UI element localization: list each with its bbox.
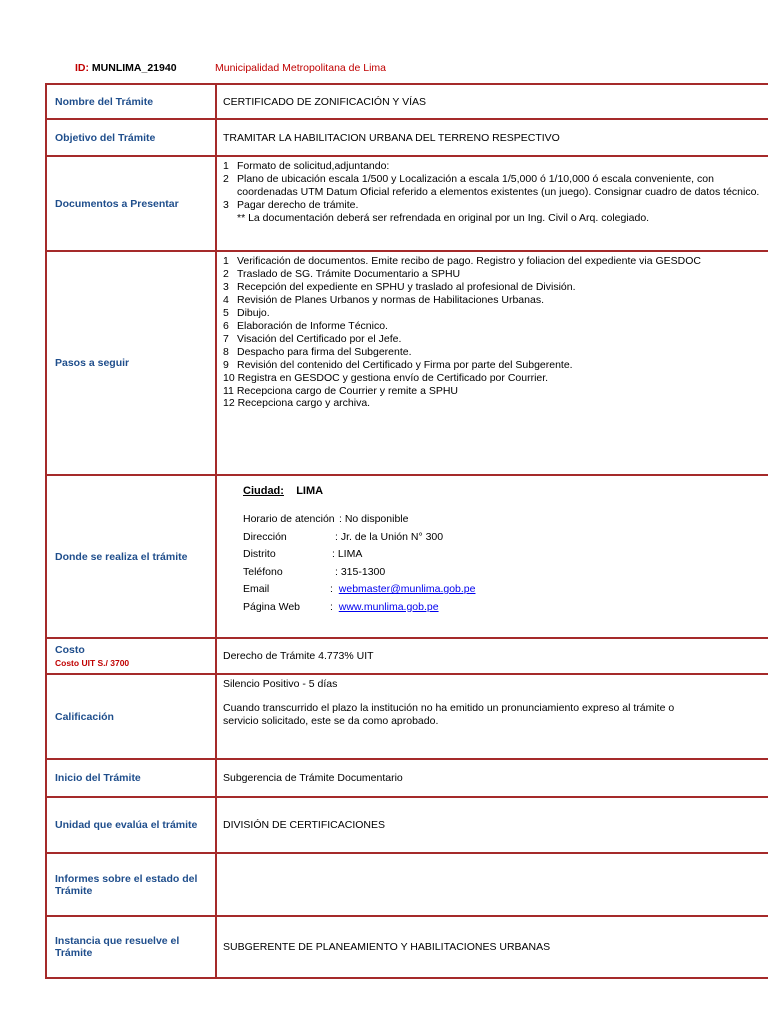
row-costo xyxy=(46,638,768,674)
documentos-list xyxy=(223,160,768,212)
list-item: 8 Despacho para firma del Subgerente. xyxy=(223,346,412,358)
row-instancia xyxy=(46,916,768,978)
distrito-row: Distrito : LIMA xyxy=(243,548,363,560)
list-item: 2 Plano de ubicación escala 1/500 y Localización a escala 1/5,000 ó 1/10,000 ó escala conveniente, con coordenadas UTM Datum Oficial referido a elementos existentes (un juego). Consignar cuadro de datos técnico. xyxy=(223,173,760,198)
row-objetivo xyxy=(46,119,768,156)
web-row: Página Web : www.munlima.gob.pe xyxy=(243,600,439,613)
label-donde: Donde se realiza el trámite xyxy=(46,475,216,638)
email-row: Email : webmaster@munlima.gob.pe xyxy=(243,583,476,595)
list-item: 4 Revisión de Planes Urbanos y normas de Habilitaciones Urbanas. xyxy=(223,294,544,306)
record-id: ID: MUNLIMA_21940 xyxy=(75,62,177,74)
value-donde xyxy=(216,475,768,638)
row-unidad xyxy=(46,797,768,853)
value-unidad: DIVISIÓN DE CERTIFICACIONES xyxy=(216,797,768,853)
row-inicio xyxy=(46,759,768,797)
label-objetivo: Objetivo del Trámite xyxy=(46,119,216,156)
horario-row: Horario de atención : No disponible xyxy=(243,513,409,525)
value-pasos xyxy=(216,251,768,475)
value-informes xyxy=(216,853,768,916)
value-documentos xyxy=(216,156,768,251)
row-documentos xyxy=(46,156,768,251)
pasos-item-11: 11 Recepciona cargo de Courrier y remite a SPHU xyxy=(223,385,458,397)
location-details xyxy=(223,479,768,616)
label-inicio: Inicio del Trámite xyxy=(46,759,216,797)
label-calificacion: Calificación xyxy=(46,674,216,759)
list-item: 7 Visación del Certificado por el Jefe. xyxy=(223,333,402,345)
organization-name: Municipalidad Metropolitana de Lima xyxy=(215,62,387,74)
list-item: 1 Formato de solicitud,adjuntando: xyxy=(223,160,390,172)
value-calificacion: Silencio Positivo - 5 días Cuando transcurrido el plazo la institución no ha emitido un pronunciamiento expreso al trámite o servicio solicitado, este se da como aprobado. xyxy=(216,674,768,759)
website-link[interactable]: www.munlima.gob.pe xyxy=(338,600,439,613)
row-donde xyxy=(46,475,768,638)
row-nombre xyxy=(46,84,768,119)
costo-uit: Costo UIT S./ 3700 xyxy=(55,658,130,668)
list-item: 1 Verificación de documentos. Emite recibo de pago. Registro y foliacion del expediente via GESDOC xyxy=(223,255,701,267)
value-instancia: SUBGERENTE DE PLANEAMIENTO Y HABILITACIONES URBANAS xyxy=(216,916,768,978)
list-item: 9 Revisión del contenido del Certificado y Firma por parte del Subgerente. xyxy=(223,359,573,371)
value-costo: Derecho de Trámite 4.773% UIT xyxy=(216,638,768,674)
list-item: 3 Pagar derecho de trámite. xyxy=(223,199,359,211)
label-documentos: Documentos a Presentar xyxy=(46,156,216,251)
direccion-row: Dirección : Jr. de la Unión N° 300 xyxy=(243,530,444,543)
list-item: 10 Registra en GESDOC y gestiona envío de Certificado por Courrier. xyxy=(223,372,549,384)
row-informes xyxy=(46,853,768,916)
row-pasos xyxy=(46,251,768,475)
pasos-list xyxy=(223,255,768,385)
value-nombre: CERTIFICADO DE ZONIFICACIÓN Y VÍAS xyxy=(216,84,768,119)
label-nombre: Nombre del Trámite xyxy=(46,84,216,119)
list-item: 6 Elaboración de Informe Técnico. xyxy=(223,320,388,332)
email-link[interactable]: webmaster@munlima.gob.pe xyxy=(338,583,476,595)
documentos-note: ** La documentación deberá ser refrendada en original por un Ing. Civil o Arq. colegiado. xyxy=(237,212,650,224)
list-item: 5 Dibujo. xyxy=(223,307,270,319)
document-header xyxy=(75,62,387,74)
label-informes: Informes sobre el estado del Trámite xyxy=(46,853,216,916)
row-calificacion xyxy=(46,674,768,759)
ciudad: Ciudad: LIMA xyxy=(243,485,324,497)
label-pasos: Pasos a seguir xyxy=(46,251,216,475)
procedure-table xyxy=(45,83,768,979)
label-unidad: Unidad que evalúa el trámite xyxy=(46,797,216,853)
list-item: 3 Recepción del expediente en SPHU y traslado al profesional de División. xyxy=(223,281,576,293)
label-costo: Costo Costo UIT S./ 3700 xyxy=(46,638,216,674)
pasos-item-12: 12 Recepciona cargo y archiva. xyxy=(223,397,371,409)
label-instancia: Instancia que resuelve el Trámite xyxy=(46,916,216,978)
value-inicio: Subgerencia de Trámite Documentario xyxy=(216,759,768,797)
value-objetivo: TRAMITAR LA HABILITACION URBANA DEL TERRENO RESPECTIVO xyxy=(216,119,768,156)
telefono-row: Teléfono : 315-1300 xyxy=(243,565,386,578)
list-item: 2 Traslado de SG. Trámite Documentario a SPHU xyxy=(223,268,461,280)
